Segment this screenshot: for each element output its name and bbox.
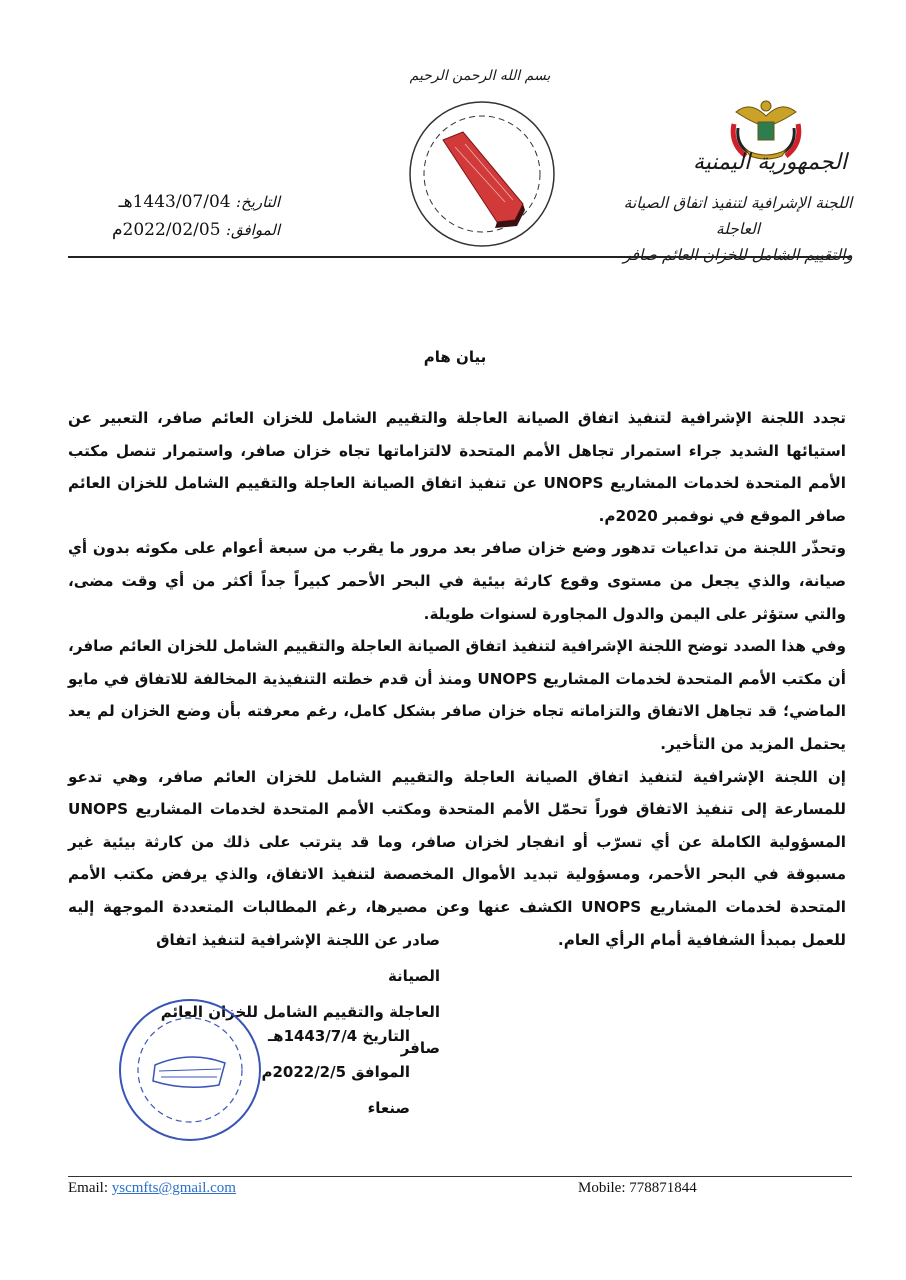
mobile-number: 778871844 xyxy=(629,1180,697,1196)
statement-body xyxy=(68,402,846,956)
gregorian-date-row xyxy=(110,216,280,244)
paragraph-3: وفي هذا الصدد توضح اللجنة الإشرافية لتنفيذ اتفاق الصيانة العاجلة والتقييم الشامل للخزان العائم صافر، أن مكتب الأمم المتحدة لخدمات المشاريع UNOPS ومنذ أن قدم خطته التنفيذية المخالفة للاتفاق في مايو الماضي؛ قد تجاهل الاتفاق والتزاماته تجاه خزان صافر بشكل كامل، رغم معرفته بأن وضع الخزان لم يعد يحتمل المزيد من التأخير. xyxy=(68,637,846,753)
gregorian-date-value: 2022/02/05م xyxy=(112,220,221,240)
issued-line-2: العاجلة والتقييم الشامل للخزان العائم صافر xyxy=(160,1003,440,1057)
hijri-date-value: 1443/07/04هـ xyxy=(118,192,231,212)
document-title: بيان هام xyxy=(423,348,487,366)
committee-line-2: والتقييم الشامل للخزان العائم صافر xyxy=(623,246,853,264)
ship-seal-logo xyxy=(405,92,560,252)
issued-line-1: صادر عن اللجنة الإشرافية لتنفيذ اتفاق الصيانة xyxy=(156,931,440,985)
footer-divider xyxy=(68,1176,852,1177)
paragraph-1: تجدد اللجنة الإشرافية لتنفيذ اتفاق الصيانة العاجلة والتقييم الشامل للخزان العائم صافر، التعبير عن استيائها الشديد جراء استمرار تجاهل الأمم المتحدة لالتزاماتها تجاه خزان صافر، واستمرار تنصل مكتب الأمم المتحدة لخدمات المشاريع UNOPS عن تنفيذ اتفاق الصيانة العاجلة والتقييم الشامل للخزان العائم صافر الموقع في نوفمبر 2020م. xyxy=(68,409,847,525)
republic-name: الجمهورية اليمنية xyxy=(692,150,848,175)
header-divider xyxy=(68,256,852,258)
footer-email xyxy=(68,1180,236,1197)
footer-mobile xyxy=(578,1180,697,1197)
paragraph-4: إن اللجنة الإشرافية لتنفيذ اتفاق الصيانة العاجلة والتقييم الشامل للخزان العائم صافر، وهي تدعو للمسارعة إلى تنفيذ الاتفاق فوراً تحمّل الأمم المتحدة ومكتب الأمم المتحدة لخدمات المشاريع UNOPS المسؤولية الكاملة عن أي تسرّب أو انفجار لخزان صافر، وما قد يترتب على ذلك من كارثة بيئية غير مسبوقة في البحر الأحمر، ومسؤولية تبديد الأموال المخصصة لتنفيذ الاتفاق، والذي يرفض مكتب الأمم المتحدة لخدمات المشاريع UNOPS الكشف عنها وعن مصيرها، رغم المطالبات المتعددة الموجهة إليه للعمل بمبدأ الشفافية أمام الرأي العام. xyxy=(68,767,846,949)
official-stamp xyxy=(115,995,265,1145)
hijri-date-row xyxy=(110,188,280,216)
signature-hijri-date: التاريخ 1443/7/4هـ xyxy=(268,1027,410,1045)
gregorian-date-label: الموافق: xyxy=(225,221,280,239)
header-dates xyxy=(110,188,280,244)
hijri-date-label: التاريخ: xyxy=(236,193,280,211)
signature-gregorian-date: الموافق 2022/2/5م xyxy=(261,1063,410,1081)
basmala: بسم الله الرحمن الرحيم xyxy=(409,68,551,84)
paragraph-2: وتحذّر اللجنة من تداعيات تدهور وضع خزان صافر بعد مرور ما يقرب من سبعة أعوام على مكوثه بدون أي صيانة، والذي يجعل من مستوى وقوع كارثة بيئية في البحر الأحمر كبيراً جداً أكثر من أي وقت مضى، والتي ستؤثر على اليمن والدول المجاورة لسنوات طويلة. xyxy=(68,539,846,623)
mobile-label: Mobile: xyxy=(578,1180,626,1196)
email-label: Email: xyxy=(68,1180,108,1196)
signature-place: صنعاء xyxy=(367,1099,410,1117)
committee-line-1: اللجنة الإشرافية لتنفيذ اتفاق الصيانة العاجلة xyxy=(623,194,853,238)
signature-details xyxy=(250,1018,410,1126)
email-link[interactable]: yscmfts@gmail.com xyxy=(111,1180,236,1196)
